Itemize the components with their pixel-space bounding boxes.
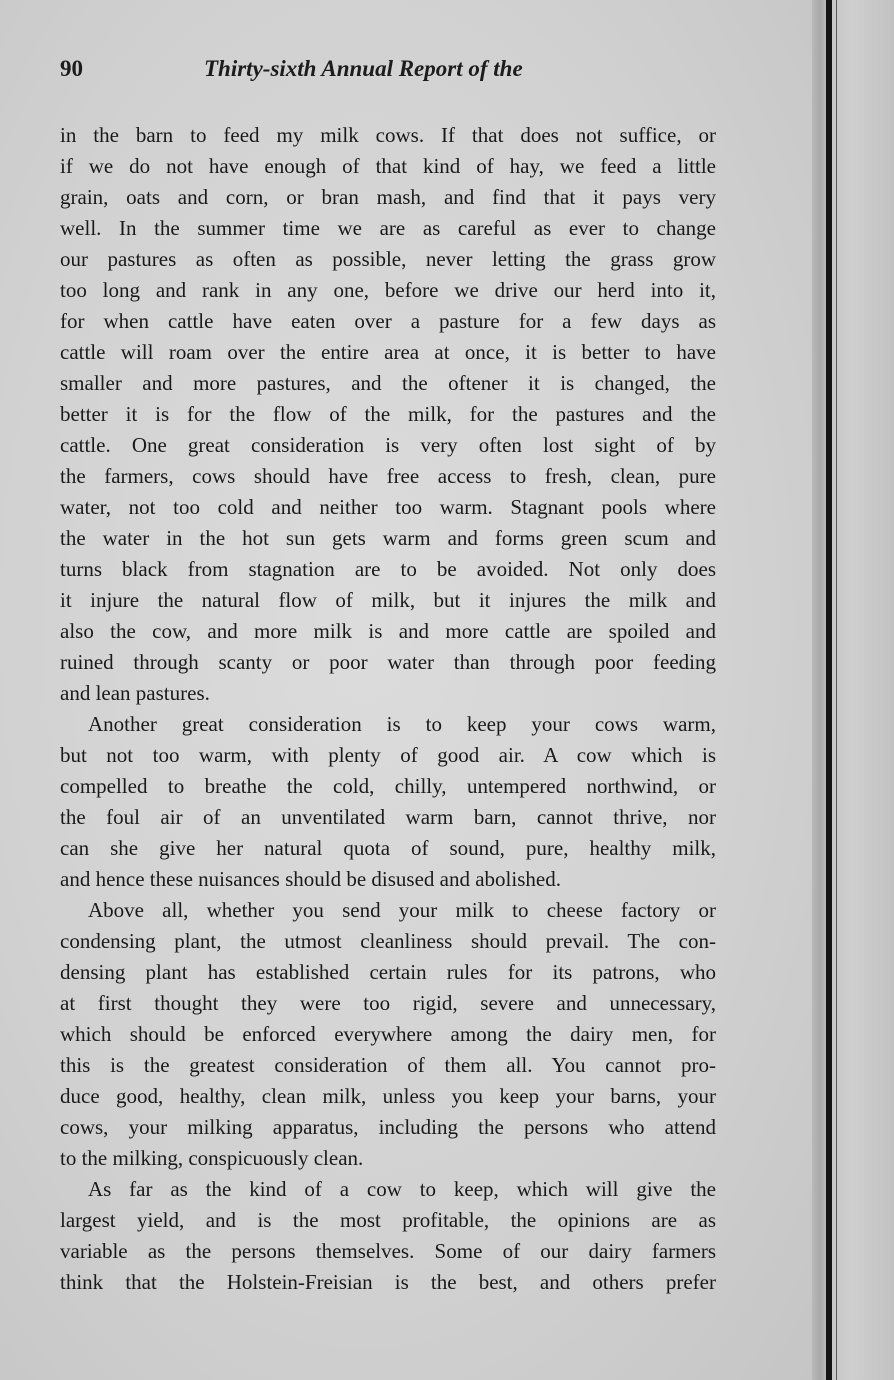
- text-line: our pastures as often as possible, never letting the grass grow: [60, 247, 716, 271]
- text-line: too long and rank in any one, before we drive our herd into it,: [60, 278, 716, 302]
- binding-edge: [826, 0, 832, 1380]
- text-line: densing plant has established certain rules for its patrons, who: [60, 960, 716, 984]
- text-line: this is the greatest consideration of them all. You cannot pro-: [60, 1053, 716, 1077]
- binding-edge-shadow: [836, 0, 837, 1380]
- text-line: better it is for the flow of the milk, for the pastures and the: [60, 402, 716, 426]
- text-line: for when cattle have eaten over a pasture for a few days as: [60, 309, 716, 333]
- text-line: well. In the summer time we are as careful as ever to change: [60, 216, 716, 240]
- text-line: the water in the hot sun gets warm and forms green scum and: [60, 526, 716, 550]
- body-text: [60, 120, 716, 1298]
- text-line: it injure the natural flow of milk, but it injures the milk and: [60, 588, 716, 612]
- text-line: and hence these nuisances should be disused and abolished.: [60, 867, 561, 891]
- text-line: can she give her natural quota of sound, pure, healthy milk,: [60, 836, 716, 860]
- text-line: duce good, healthy, clean milk, unless you keep your barns, your: [60, 1084, 716, 1108]
- page-number: 90: [60, 56, 83, 81]
- page-gutter: [812, 0, 894, 1380]
- text-line: turns black from stagnation are to be avoided. Not only does: [60, 557, 716, 581]
- text-line: to the milking, conspicuously clean.: [60, 1146, 364, 1170]
- text-line: variable as the persons themselves. Some of our dairy farmers: [60, 1239, 716, 1263]
- text-line: largest yield, and is the most profitable, the opinions are as: [60, 1208, 716, 1232]
- text-line: in the barn to feed my milk cows. If that does not suffice, or: [60, 123, 716, 147]
- text-line: if we do not have enough of that kind of hay, we feed a little: [60, 154, 716, 178]
- text-line: water, not too cold and neither too warm. Stagnant pools where: [60, 495, 716, 519]
- text-line: ruined through scanty or poor water than through poor feeding: [60, 650, 716, 674]
- text-line: also the cow, and more milk is and more cattle are spoiled and: [60, 619, 716, 643]
- text-line: Another great consideration is to keep your cows warm,: [88, 712, 716, 736]
- text-line: and lean pastures.: [60, 681, 210, 705]
- text-line: grain, oats and corn, or bran mash, and find that it pays very: [60, 185, 716, 209]
- text-line: As far as the kind of a cow to keep, which will give the: [88, 1177, 716, 1201]
- running-head: Thirty-sixth Annual Report of the: [204, 56, 523, 81]
- text-line: cows, your milking apparatus, including the persons who attend: [60, 1115, 716, 1139]
- text-line: cattle will roam over the entire area at once, it is better to have: [60, 340, 716, 364]
- text-line: condensing plant, the utmost cleanliness should prevail. The con-: [60, 929, 716, 953]
- text-line: at first thought they were too rigid, severe and unnecessary,: [60, 991, 716, 1015]
- text-line: cattle. One great consideration is very often lost sight of by: [60, 433, 716, 457]
- text-line: Above all, whether you send your milk to cheese factory or: [88, 898, 716, 922]
- text-line: but not too warm, with plenty of good air. A cow which is: [60, 743, 716, 767]
- text-line: the foul air of an unventilated warm barn, cannot thrive, nor: [60, 805, 716, 829]
- text-line: think that the Holstein-Freisian is the best, and others prefer: [60, 1270, 716, 1294]
- page-header: [60, 56, 560, 92]
- text-line: smaller and more pastures, and the oftener it is changed, the: [60, 371, 716, 395]
- text-line: which should be enforced everywhere among the dairy men, for: [60, 1022, 716, 1046]
- text-line: compelled to breathe the cold, chilly, untempered northwind, or: [60, 774, 716, 798]
- text-line: the farmers, cows should have free access to fresh, clean, pure: [60, 464, 716, 488]
